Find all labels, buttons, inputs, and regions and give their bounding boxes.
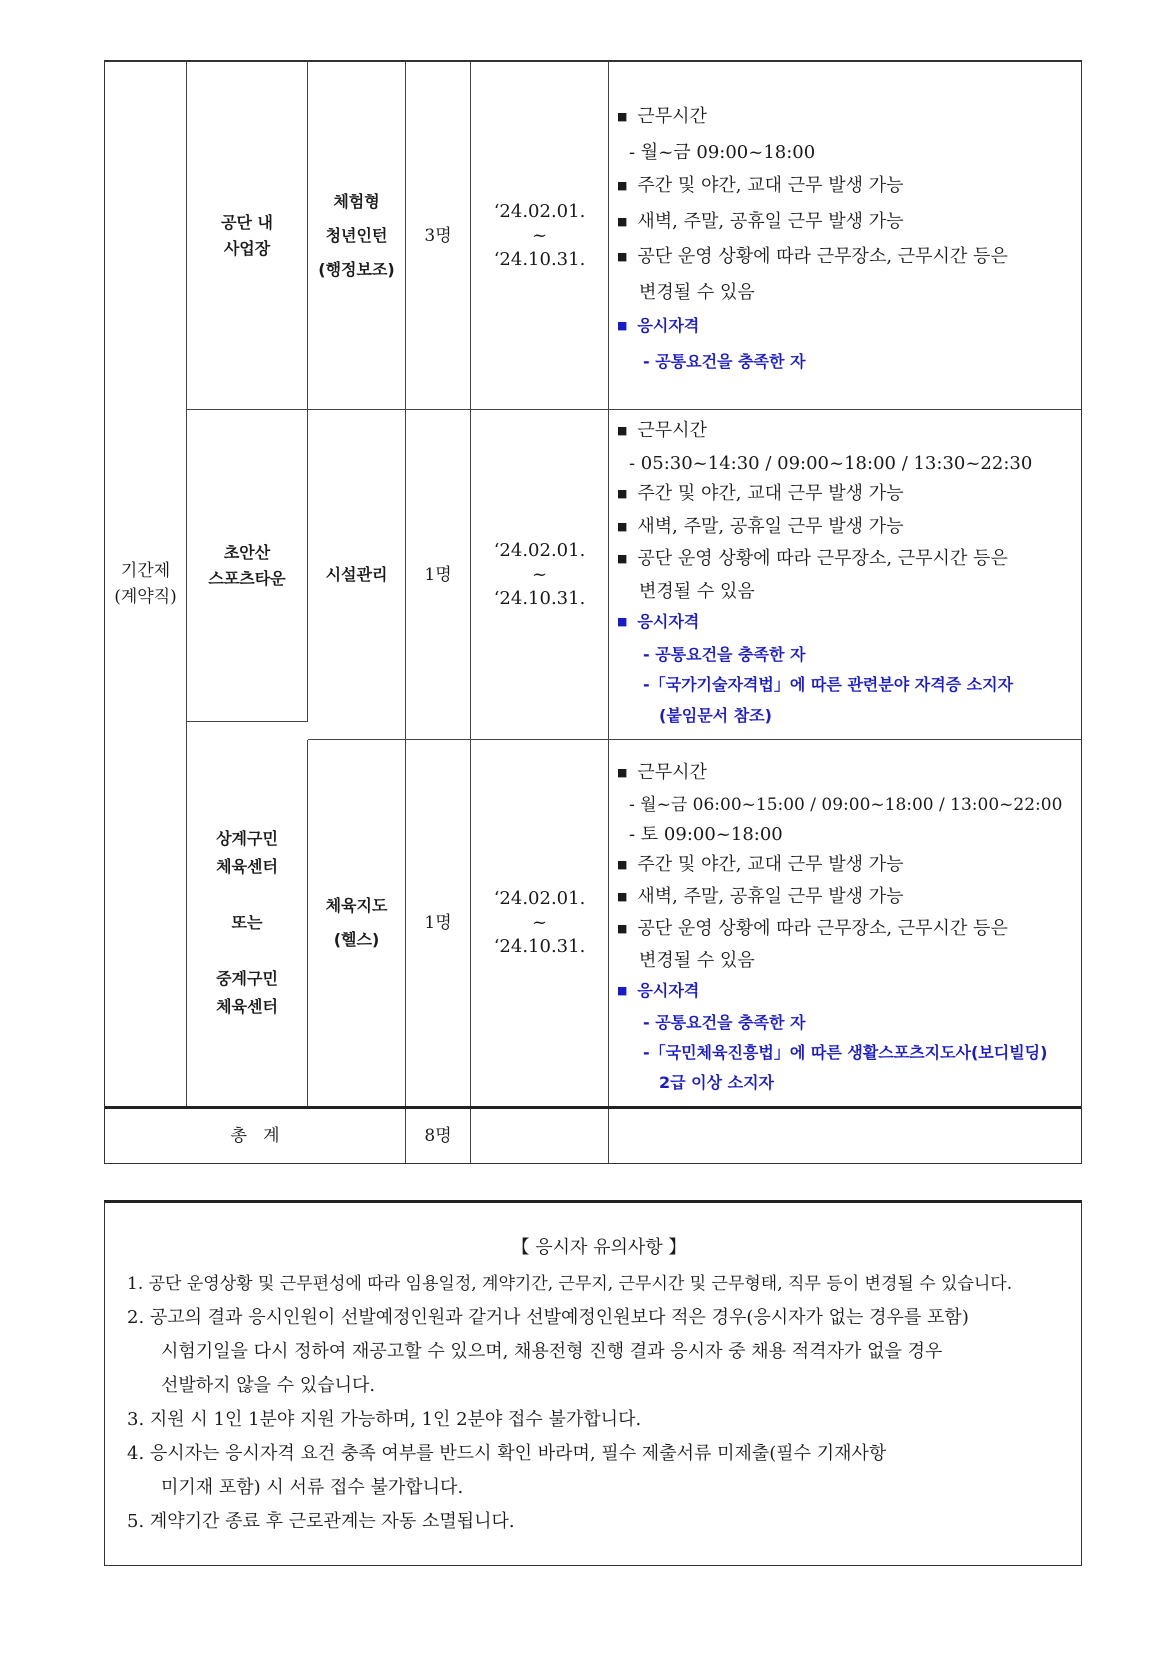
qualification-item: -「국가기술자격법」에 따른 관련분야 자격증 소지자 [643, 675, 1014, 694]
qualification-item: - 공통요건을 충족한 자 [643, 644, 806, 664]
job-line: (헬스) [333, 930, 380, 949]
employment-type-line: 기간제 [120, 561, 171, 581]
workplace-line [244, 937, 250, 965]
work-note: ■ 주간 및 야간, 교대 근무 발생 가능 [617, 850, 1062, 882]
work-hours-line: - 월~금 09:00~18:00 [629, 141, 816, 163]
work-note: ■ 공단 운영 상황에 따라 근무장소, 근무시간 등은 [617, 240, 1008, 276]
qualification-item: -「국민체육진흥법」에 따른 생활스포츠지도사(보디빌딩) [643, 1043, 1048, 1062]
work-note: ■ 새벽, 주말, 공휴일 근무 발생 가능 [617, 205, 1008, 241]
period-tilde: ~ [531, 912, 548, 933]
period-cell [471, 740, 609, 1106]
job-line: 체험형 [333, 191, 380, 211]
note-line-continued: 시험기일을 다시 정하여 재공고할 수 있으며, 채용전형 진행 결과 응시자 중 채용 적격자가 없을 경우 [161, 1341, 943, 1362]
total-row [105, 1106, 1081, 1163]
recruitment-grid [105, 62, 1081, 1106]
period-start: ‘24.02.01. [493, 200, 586, 222]
note-item [127, 1403, 1071, 1437]
work-hours-label: ■ 근무시간 [617, 416, 1032, 449]
workplace-cell [187, 740, 308, 1106]
work-hours-line: - 월~금 06:00~15:00 / 09:00~18:00 / 13:00~22:00 [629, 795, 1063, 815]
period-cell [471, 62, 609, 410]
note-line: 1. 공단 운영상황 및 근무편성에 따라 임용일정, 계약기간, 근무지, 근무시간 및 근무형태, 직무 등이 변경될 수 있습니다. [127, 1274, 1013, 1294]
work-note: ■ 새벽, 주말, 공휴일 근무 발생 가능 [617, 882, 1062, 914]
work-note: ■ 공단 운영 상황에 따라 근무장소, 근무시간 등은 [617, 914, 1062, 946]
period-start: ‘24.02.01. [493, 888, 586, 909]
period-cell [471, 410, 609, 740]
work-hours-line: - 토 09:00~18:00 [629, 824, 783, 845]
period-end: ‘24.10.31. [493, 587, 586, 609]
headcount-cell: 3명 [406, 62, 471, 410]
note-line: 5. 계약기간 종료 후 근로관계는 자동 소멸됩니다. [127, 1511, 515, 1532]
note-item [127, 1301, 1071, 1403]
job-cell [308, 410, 406, 740]
workplace-cell [187, 62, 308, 410]
work-note-continued: 변경될 수 있음 [639, 580, 755, 602]
period-end: ‘24.10.31. [493, 936, 586, 957]
job-line: (행정보조) [318, 259, 395, 279]
note-line: 4. 응시자는 응시자격 요건 충족 여부를 반드시 확인 바라며, 필수 제출서류 미제출(필수 기재사항 [127, 1443, 887, 1464]
details-cell [609, 410, 1081, 740]
period-end: ‘24.10.31. [493, 248, 586, 270]
qualification-item-continued: (붙임문서 참조) [659, 705, 772, 725]
qualification-label: ■ 응시자격 [617, 976, 1062, 1008]
workplace-line: 공단 내 [221, 212, 273, 232]
work-note: ■ 주간 및 야간, 교대 근무 발생 가능 [617, 169, 1008, 205]
note-line: 2. 공고의 결과 응시인원이 선발예정인원과 같거나 선발예정인원보다 적은 경우(응시자가 없는 경우를 포함) [127, 1307, 969, 1328]
work-note: ■ 새벽, 주말, 공휴일 근무 발생 가능 [617, 512, 1032, 545]
total-details-empty [609, 1109, 1081, 1163]
details-list [617, 100, 1008, 378]
job-line: 청년인턴 [325, 225, 388, 245]
workplace-line: 스포츠타운 [208, 568, 286, 588]
workplace-line: 사업장 [223, 238, 271, 258]
period-start: ‘24.02.01. [493, 539, 586, 561]
note-line: 3. 지원 시 1인 1분야 지원 가능하며, 1인 2분야 접수 불가합니다. [127, 1409, 642, 1430]
workplace-line: 초안산 [223, 542, 271, 562]
note-item [127, 1505, 1071, 1539]
period-tilde: ~ [531, 563, 548, 585]
job-line: 체육지도 [325, 896, 388, 915]
employment-type-line: (계약직) [114, 587, 177, 607]
workplace-line [244, 881, 250, 909]
details-cell [609, 62, 1081, 410]
note-line-continued: 미기재 포함) 시 서류 접수 불가합니다. [161, 1477, 464, 1498]
workplace-line: 상계구민 [216, 829, 278, 848]
recruitment-table [104, 60, 1082, 1164]
total-headcount: 8명 [406, 1109, 471, 1163]
employment-type-cell [105, 62, 187, 1106]
details-list [617, 416, 1032, 731]
total-period-empty [471, 1109, 609, 1163]
work-hours-label: ■ 근무시간 [617, 100, 1008, 136]
workplace-line: 중계구민 [216, 969, 278, 988]
notes-title: 【 응시자 유의사항 】 [511, 1237, 687, 1258]
applicant-notes-box [104, 1200, 1082, 1566]
details-cell [609, 740, 1081, 1106]
period-tilde: ~ [531, 224, 548, 246]
qualification-label: ■ 응시자격 [617, 309, 1008, 345]
workplace-line: 체육센터 [216, 997, 278, 1016]
note-item [127, 1437, 1071, 1505]
work-note: ■ 주간 및 야간, 교대 근무 발생 가능 [617, 479, 1032, 512]
work-note-continued: 변경될 수 있음 [639, 281, 755, 303]
qualification-item: - 공통요건을 충족한 자 [643, 1013, 806, 1032]
qualification-item: - 공통요건을 충족한 자 [643, 351, 806, 371]
work-hours-line: - 05:30~14:30 / 09:00~18:00 / 13:30~22:30 [629, 452, 1033, 474]
note-line-continued: 선발하지 않을 수 있습니다. [161, 1375, 376, 1396]
job-cell [308, 62, 406, 410]
headcount-cell: 1명 [406, 740, 471, 1106]
workplace-line: 체육센터 [216, 857, 278, 876]
workplace-line: 또는 [231, 913, 263, 932]
headcount-cell: 1명 [406, 410, 471, 740]
details-list [617, 758, 1062, 1098]
job-line: 시설관리 [325, 564, 388, 584]
job-cell [308, 740, 406, 1106]
work-hours-label: ■ 근무시간 [617, 758, 1062, 790]
work-note: ■ 공단 운영 상황에 따라 근무장소, 근무시간 등은 [617, 544, 1032, 577]
note-item [127, 1267, 1071, 1301]
workplace-cell [187, 410, 308, 722]
qualification-item-continued: 2급 이상 소지자 [659, 1073, 775, 1092]
work-note-continued: 변경될 수 있음 [639, 950, 755, 971]
total-label: 총 계 [105, 1109, 406, 1163]
qualification-label: ■ 응시자격 [617, 607, 1032, 640]
